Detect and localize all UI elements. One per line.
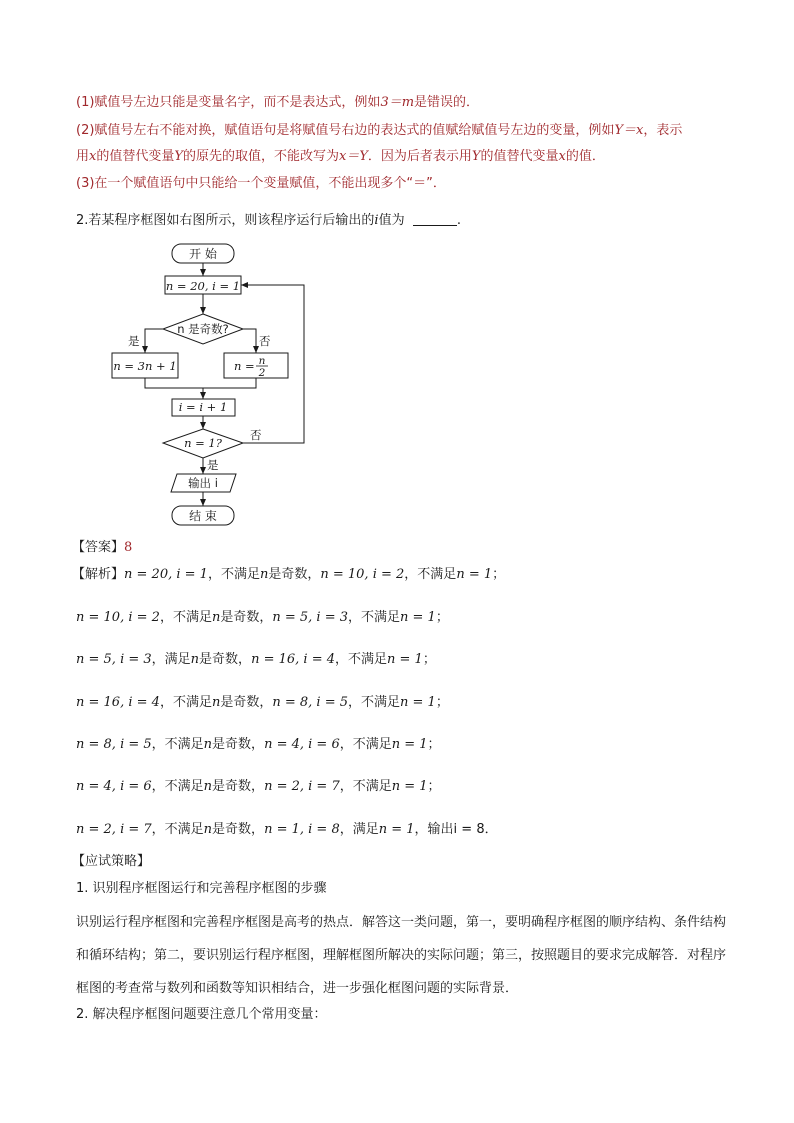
analysis-step-2: n = 10, i = 2，不满足n是奇数，n = 5, i = 3，不满足n = 1； (76, 610, 449, 625)
analysis-step-6: n = 4, i = 6，不满足n是奇数，n = 2, i = 7，不满足n = 1； (76, 779, 441, 794)
analysis-step-3: n = 5, i = 3，满足n是奇数，n = 16, i = 4，不满足n = 1； (76, 652, 436, 667)
question-2: 2.若某程序框图如右图所示，则该程序运行后输出的i值为 . (76, 213, 461, 228)
init-label: n = 20, i = 1 (165, 279, 241, 293)
strategy-item-2-heading: 2. 解决程序框图问题要注意几个常用变量： (76, 1007, 327, 1022)
yes1-label: 是 (128, 334, 140, 348)
analysis-step-4: n = 16, i = 4，不满足n是奇数，n = 8, i = 5，不满足n = 1； (76, 695, 449, 710)
inc-label: i = i + 1 (178, 400, 228, 414)
strategy-item-1-heading: 1. 识别程序框图运行和完善程序框图的步骤 (76, 881, 327, 896)
output-label: 输出 i (188, 476, 218, 490)
strategy-heading: 【应试策略】 (72, 854, 151, 869)
odd-label: n = 3n + 1 (113, 359, 177, 373)
analysis-step-1: 【解析】n = 20, i = 1，不满足n是奇数，n = 10, i = 2，不满足n = 1； (72, 567, 506, 582)
note-1: (1)赋值号左边只能是变量名字，而不是表达式，例如3＝m是错误的． (76, 95, 480, 110)
analysis-step-7: n = 2, i = 7，不满足n是奇数，n = 1, i = 8，满足n = 1，输出i = 8． (76, 822, 498, 837)
flowchart (0, 0, 794, 540)
end-label: 结 束 (189, 509, 217, 523)
note-2-line-1: (2)赋值号左右不能对换，赋值语句是将赋值号右边的表达式的值赋给赋值号左边的变量，例如Y＝x，表示 (76, 123, 683, 138)
start-label: 开 始 (189, 247, 217, 261)
even-num-label: n (258, 355, 266, 367)
answer-line: 【答案】8 (72, 540, 133, 555)
no1-label: 否 (259, 334, 271, 348)
analysis-step-5: n = 8, i = 5，不满足n是奇数，n = 4, i = 6，不满足n = 1； (76, 737, 441, 752)
cond1-label: n 是奇数? (177, 322, 229, 336)
even-den-label: 2 (258, 367, 266, 379)
cond2-label: n = 1? (184, 436, 222, 450)
even-lhs-label: n = (234, 359, 255, 373)
note-2-line-2: 用x的值替代变量Y的原先的取值，不能改写为x＝Y．因为后者表示用Y的值替代变量x的值． (76, 149, 605, 164)
yes2-label: 是 (207, 458, 219, 472)
note-3: (3)在一个赋值语句中只能给一个变量赋值，不能出现多个“＝”． (76, 176, 446, 191)
no2-label: 否 (250, 428, 262, 442)
strategy-item-1-text: 识别运行程序框图和完善程序框图是高考的热点．解答这一类问题，第一，要明确程序框图的顺序结构、条件结构和循环结构；第二，要识别运行程序框图，理解框图所解决的实际问题；第三，按照题目的要求完成解答．对程序框图的考查常与数列和函数等知识相结合，进一步强化框图问题的实际背景． (76, 915, 727, 996)
